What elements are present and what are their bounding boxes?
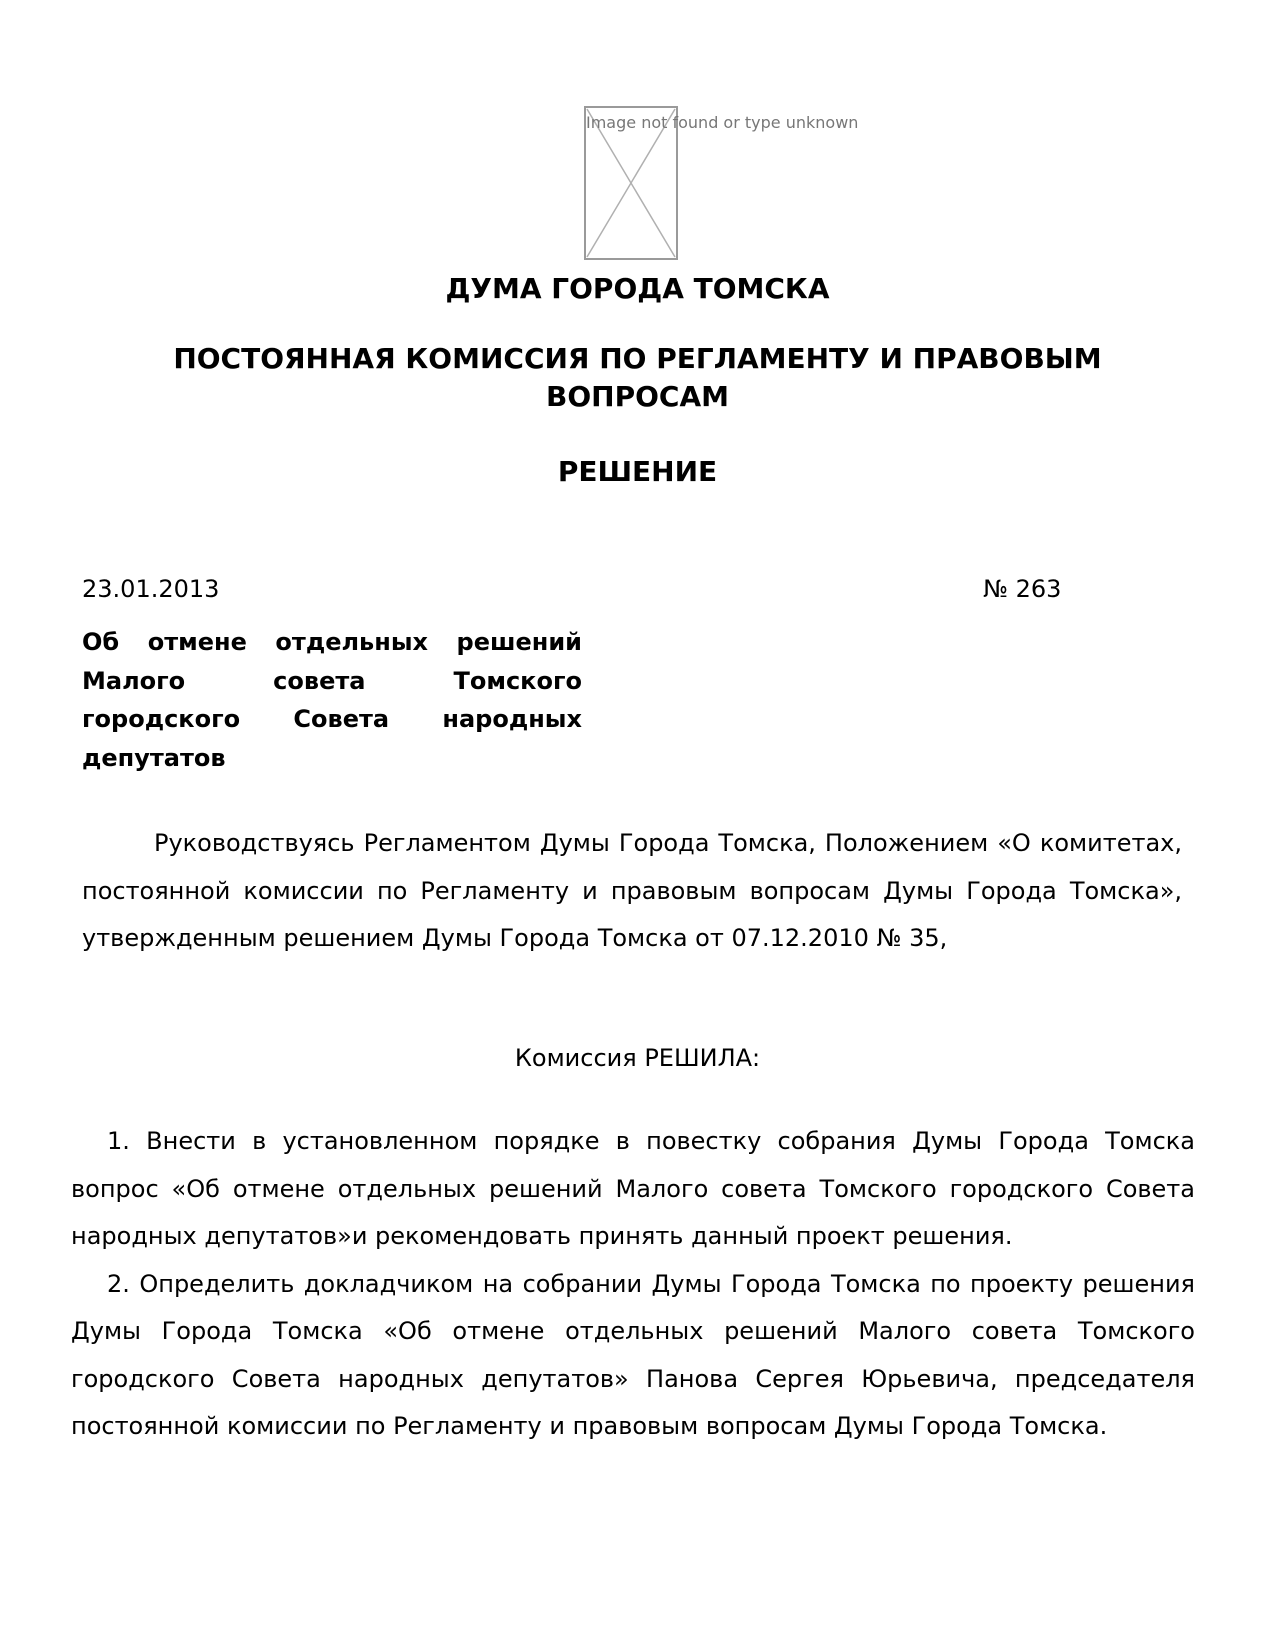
commission-title-text: ПОСТОЯННАЯ КОМИССИЯ ПО РЕГЛАМЕНТУ И ПРАВОВЫМ ВОПРОСАМ	[173, 342, 1102, 413]
resolution-items	[71, 1118, 1195, 1451]
item-number: 2.	[107, 1269, 130, 1298]
resolution-item	[71, 1261, 1195, 1451]
commission-title	[0, 340, 1275, 416]
resolution-item	[71, 1118, 1195, 1261]
resolution-heading: Комиссия РЕШИЛА:	[514, 1044, 761, 1072]
item-number: 1.	[107, 1127, 130, 1155]
item-text: Внести в установленном порядке в повестку собрания Думы Города Томска вопрос «Об отмене отдельных решений Малого совета Томского городского Совета народных депутатов»и рекомендовать принять данный проект решения.	[71, 1127, 1195, 1250]
document-subject: Об отмене отдельных решений Малого совета Томского городского Совета народных депутатов	[82, 628, 582, 772]
preamble-paragraph: Руководствуясь Регламентом Думы Города Томска, Положением «О комитетах, постоянной комиссии по Регламенту и правовым вопросам Думы Города Томска», утвержденным решением Думы Города Томска от 07.12.2010 № 35,	[82, 829, 1182, 952]
organization-title: ДУМА ГОРОДА ТОМСКА	[445, 272, 830, 305]
document-date: 23.01.2013	[82, 575, 220, 603]
item-text: Определить докладчиком на собрании Думы Города Томска по проекту решения Думы Города Томска «Об отмене отдельных решений Малого совета Томского городского Совета народных депутатов» Панова Сергея Юрьевича, председателя постоянной комиссии по Регламенту и правовым вопросам Думы Города Томска.	[71, 1269, 1195, 1440]
image-alt-text: Image not found or type unknown	[586, 113, 859, 132]
document-number: № 263	[983, 575, 1062, 603]
document-type-title: РЕШЕНИЕ	[557, 455, 718, 488]
